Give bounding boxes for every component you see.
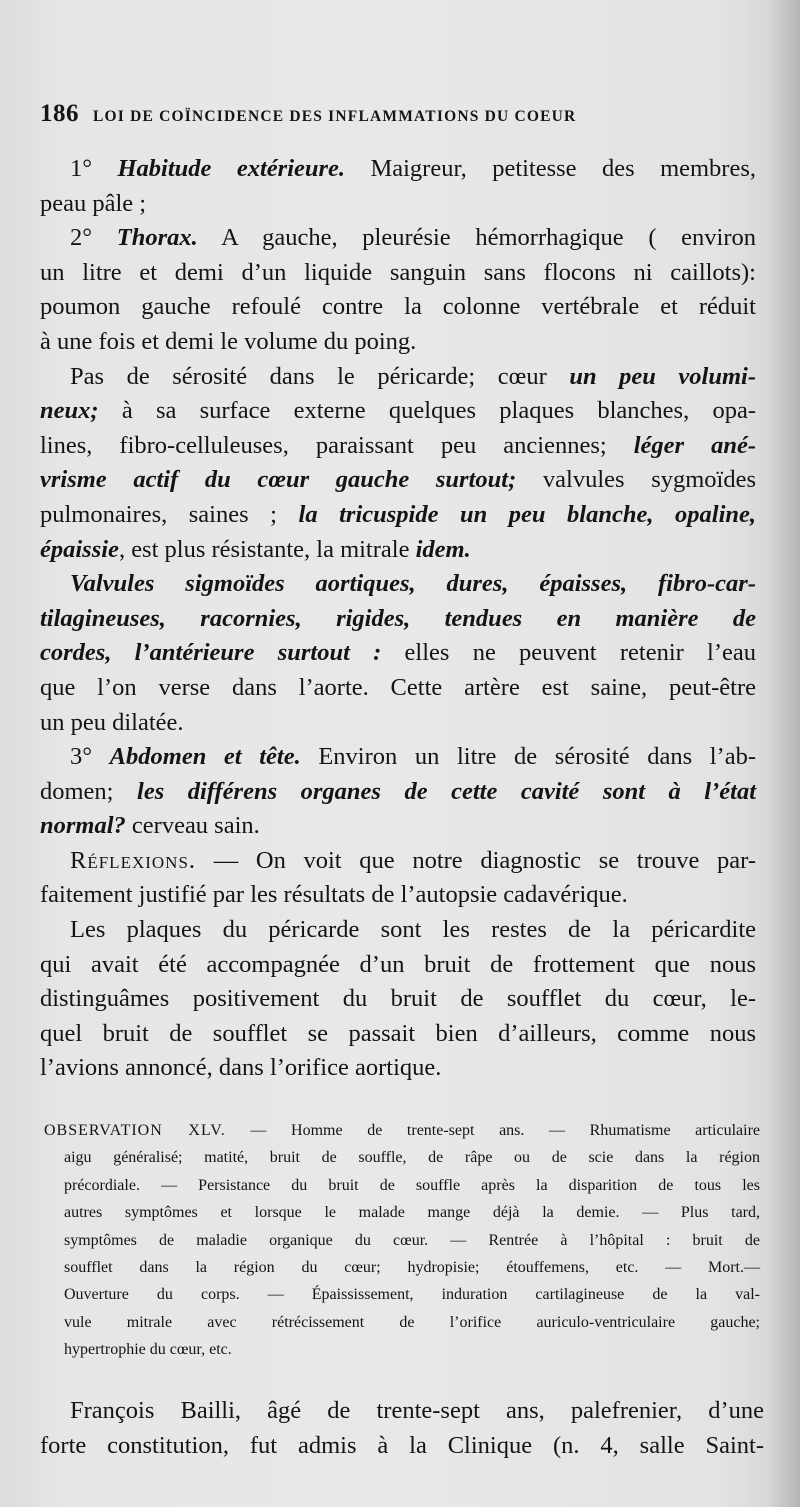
text-span: peau pâle ; (40, 189, 147, 217)
text-line (40, 671, 756, 706)
text-span-italic: Valvules sigmoïdes aortiques, dures, épaisses, fibro-car- (70, 570, 756, 598)
text-line (40, 982, 756, 1017)
text-line (40, 636, 756, 671)
summary-line: aigu généralisé; matité, bruit de souffle, de râpe ou de scie dans la région (64, 1149, 760, 1167)
summary-line: précordiale. — Persistance du bruit de souffle après la disparition de tous les (64, 1176, 760, 1194)
text-line (40, 187, 756, 222)
text-span: un peu dilatée. (40, 708, 184, 736)
summary-line: vule mitrale avec rétrécissement de l’orifice auriculo-ventriculaire gauche; (64, 1313, 760, 1331)
summary-line: symptômes de maladie organique du cœur. — Rentrée à l’hôpital : bruit de (64, 1231, 760, 1249)
text-span: faitement justifié par les résultats de l’autopsie cadavérique. (40, 881, 628, 909)
text-line (40, 809, 756, 844)
text-span-italic: normal? (40, 812, 126, 840)
text-span: cerveau sain. (131, 812, 260, 840)
text-span: lines, fibro-celluleuses, paraissant peu anciennes; (40, 431, 607, 459)
text-span: qui avait été accompagnée d’un bruit de frottement que nous (40, 950, 756, 978)
text-span-italic: idem. (415, 535, 471, 563)
summary-line: hypertrophie du cœur, etc. (64, 1341, 232, 1359)
observation-summary (44, 1117, 760, 1364)
section-heading: Abdomen et tête. (109, 743, 301, 771)
text-line (40, 152, 756, 187)
text-span: poumon gauche refoulé contre la colonne vertébrale et réduit (40, 293, 756, 321)
text-line (40, 533, 756, 568)
text-span: un litre et demi d’un liquide sanguin sans flocons ni caillots): (40, 258, 756, 286)
text-line (40, 360, 756, 395)
summary-line: Ouverture du corps. — Épaississement, induration cartilagineuse de la val- (64, 1286, 760, 1304)
text-line (40, 878, 756, 913)
text-span: que l’on verse dans l’aorte. Cette artère est saine, peut-être (40, 673, 756, 701)
text-span: quel bruit de soufflet se passait bien d’ailleurs, comme nous (40, 1019, 756, 1047)
text-span: Maigreur, petitesse des membres, (370, 155, 757, 182)
text-span: à sa surface externe quelques plaques blanches, opa- (121, 397, 757, 425)
text-span-italic: cordes, l’antérieure surtout : (40, 639, 382, 667)
text-line (40, 740, 756, 775)
text-line (40, 463, 756, 498)
section-heading: Thorax. (116, 224, 198, 252)
text-span: à une fois et demi le volume du poing. (40, 327, 417, 355)
main-text (40, 152, 756, 1086)
text-span: valvules sygmoïdes (542, 466, 757, 494)
text-line (40, 498, 756, 533)
summary-span: — Homme de trente-sept ans. — Rhumatisme articulaire (250, 1122, 761, 1139)
text-line: François Bailli, âgé de trente-sept ans, palefrenier, d’une (70, 1397, 764, 1424)
running-title: LOI DE COÏNCIDENCE DES INFLAMMATIONS DU COEUR (93, 108, 577, 125)
text-span-italic: tilagineuses, racornies, rigides, tendues en manière de (40, 604, 756, 632)
section-number: 2° (70, 224, 93, 252)
summary-line: soufflet dans la région du cœur; hydropisie; étouffemens, etc. — Mort.— (64, 1258, 760, 1276)
text-line: forte constitution, fut admis à la Clinique (n. 4, salle Saint- (40, 1432, 764, 1459)
text-span: Pas de sérosité dans le péricarde; cœur (70, 362, 547, 390)
text-line (40, 221, 756, 256)
text-line (40, 1051, 756, 1086)
text-line (40, 567, 756, 602)
summary-line: autres symptômes et lorsque le malade mange déjà la demie. — Plus tard, (64, 1204, 760, 1222)
summary-line (44, 1117, 760, 1144)
text-line (40, 1017, 756, 1052)
text-span: , est plus résistante, la mitrale (118, 535, 410, 563)
text-span-italic: un peu volumi- (569, 362, 756, 390)
text-span: elles ne peuvent retenir l’eau (404, 639, 756, 667)
text-span: Les plaques du péricarde sont les restes de la péricardite (70, 916, 756, 944)
text-span-italic: les différens organes de cette cavité sont à l’état (137, 777, 756, 805)
text-line (40, 602, 756, 637)
text-span: distinguâmes positivement du bruit de soufflet du cœur, le- (40, 985, 756, 1013)
text-span: l’avions annoncé, dans l’orifice aortique. (40, 1054, 442, 1082)
text-line (40, 290, 756, 325)
text-span-italic: épaissie (40, 535, 119, 563)
text-span: A gauche, pleurésie hémorrhagique ( environ (221, 224, 756, 252)
text-line (40, 844, 756, 879)
section-number: 3° (70, 743, 93, 771)
text-line (40, 706, 756, 741)
running-head (40, 100, 760, 134)
text-span-italic: la tricuspide un peu blanche, opaline, (298, 500, 757, 528)
text-span-italic: léger ané- (633, 431, 757, 459)
text-span: — On voit que notre diagnostic se trouve par- (213, 846, 756, 874)
observation-label: OBSERVATION XLV. (44, 1122, 226, 1139)
text-span: pulmonaires, saines ; (40, 500, 277, 528)
text-line (40, 913, 756, 948)
closing-paragraph (40, 1393, 764, 1463)
text-line (40, 948, 756, 983)
page-number: 186 (40, 100, 79, 127)
reflexions-label: Réflexions. (70, 846, 197, 874)
page-spine-shadow (766, 0, 800, 1507)
text-span: domen; (40, 777, 114, 805)
text-span-italic: vrisme actif du cœur gauche surtout; (40, 466, 517, 494)
section-heading: Habitude extérieure. (117, 155, 346, 182)
text-span: Environ un litre de sérosité dans l’ab- (318, 743, 756, 771)
text-line (40, 429, 756, 464)
text-line (40, 325, 756, 360)
text-span-italic: neux; (40, 397, 99, 425)
text-line (40, 394, 756, 429)
section-number: 1° (70, 155, 93, 182)
text-line (40, 256, 756, 291)
text-line (40, 775, 756, 810)
